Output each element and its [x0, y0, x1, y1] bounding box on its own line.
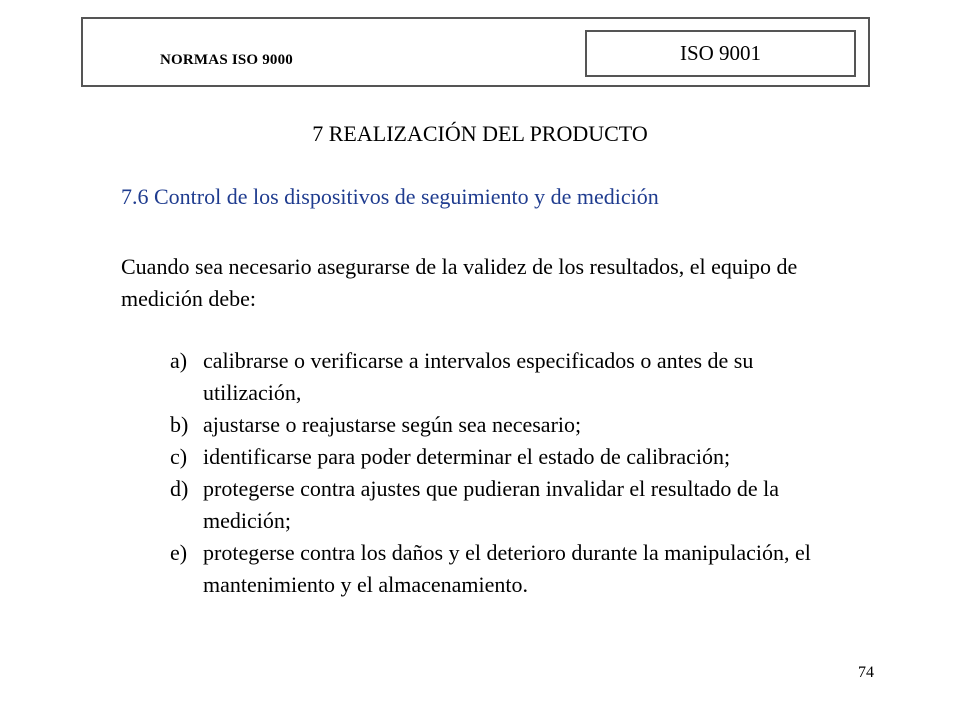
- list-item-text: protegerse contra ajustes que pudieran invalidar el resultado de la medición;: [203, 476, 780, 533]
- list-item-text: protegerse contra los daños y el deterioro durante la manipulación, el mantenimiento y el almacenamiento.: [203, 540, 811, 597]
- chapter-title: 7 REALIZACIÓN DEL PRODUCTO: [312, 121, 648, 146]
- header-right-label: ISO 9001: [679, 41, 762, 65]
- page-number: 74: [858, 664, 874, 681]
- list-item-text: ajustarse o reajustarse según sea necesario;: [203, 412, 582, 437]
- list-item: [170, 473, 830, 537]
- list-item-text: identificarse para poder determinar el estado de calibración;: [203, 444, 731, 469]
- list-item: [170, 345, 830, 409]
- list-item: [170, 409, 830, 441]
- header-box: [81, 17, 870, 87]
- list-marker: e): [170, 540, 188, 565]
- section-title: 7.6 Control de los dispositivos de seguimiento y de medición: [121, 184, 659, 209]
- intro-paragraph: Cuando sea necesario asegurarse de la validez de los resultados, el equipo de medición debe:: [121, 254, 798, 311]
- list-marker: b): [170, 412, 189, 437]
- requirements-list: [170, 345, 830, 601]
- list-marker: a): [170, 348, 188, 373]
- list-item: [170, 441, 830, 473]
- header-right-box: [585, 30, 856, 77]
- list-item-text: calibrarse o verificarse a intervalos especificados o antes de su utilización,: [203, 348, 754, 405]
- list-marker: c): [170, 444, 188, 469]
- header-left-label: NORMAS ISO 9000: [160, 52, 294, 68]
- list-item: [170, 537, 830, 601]
- list-marker: d): [170, 476, 189, 501]
